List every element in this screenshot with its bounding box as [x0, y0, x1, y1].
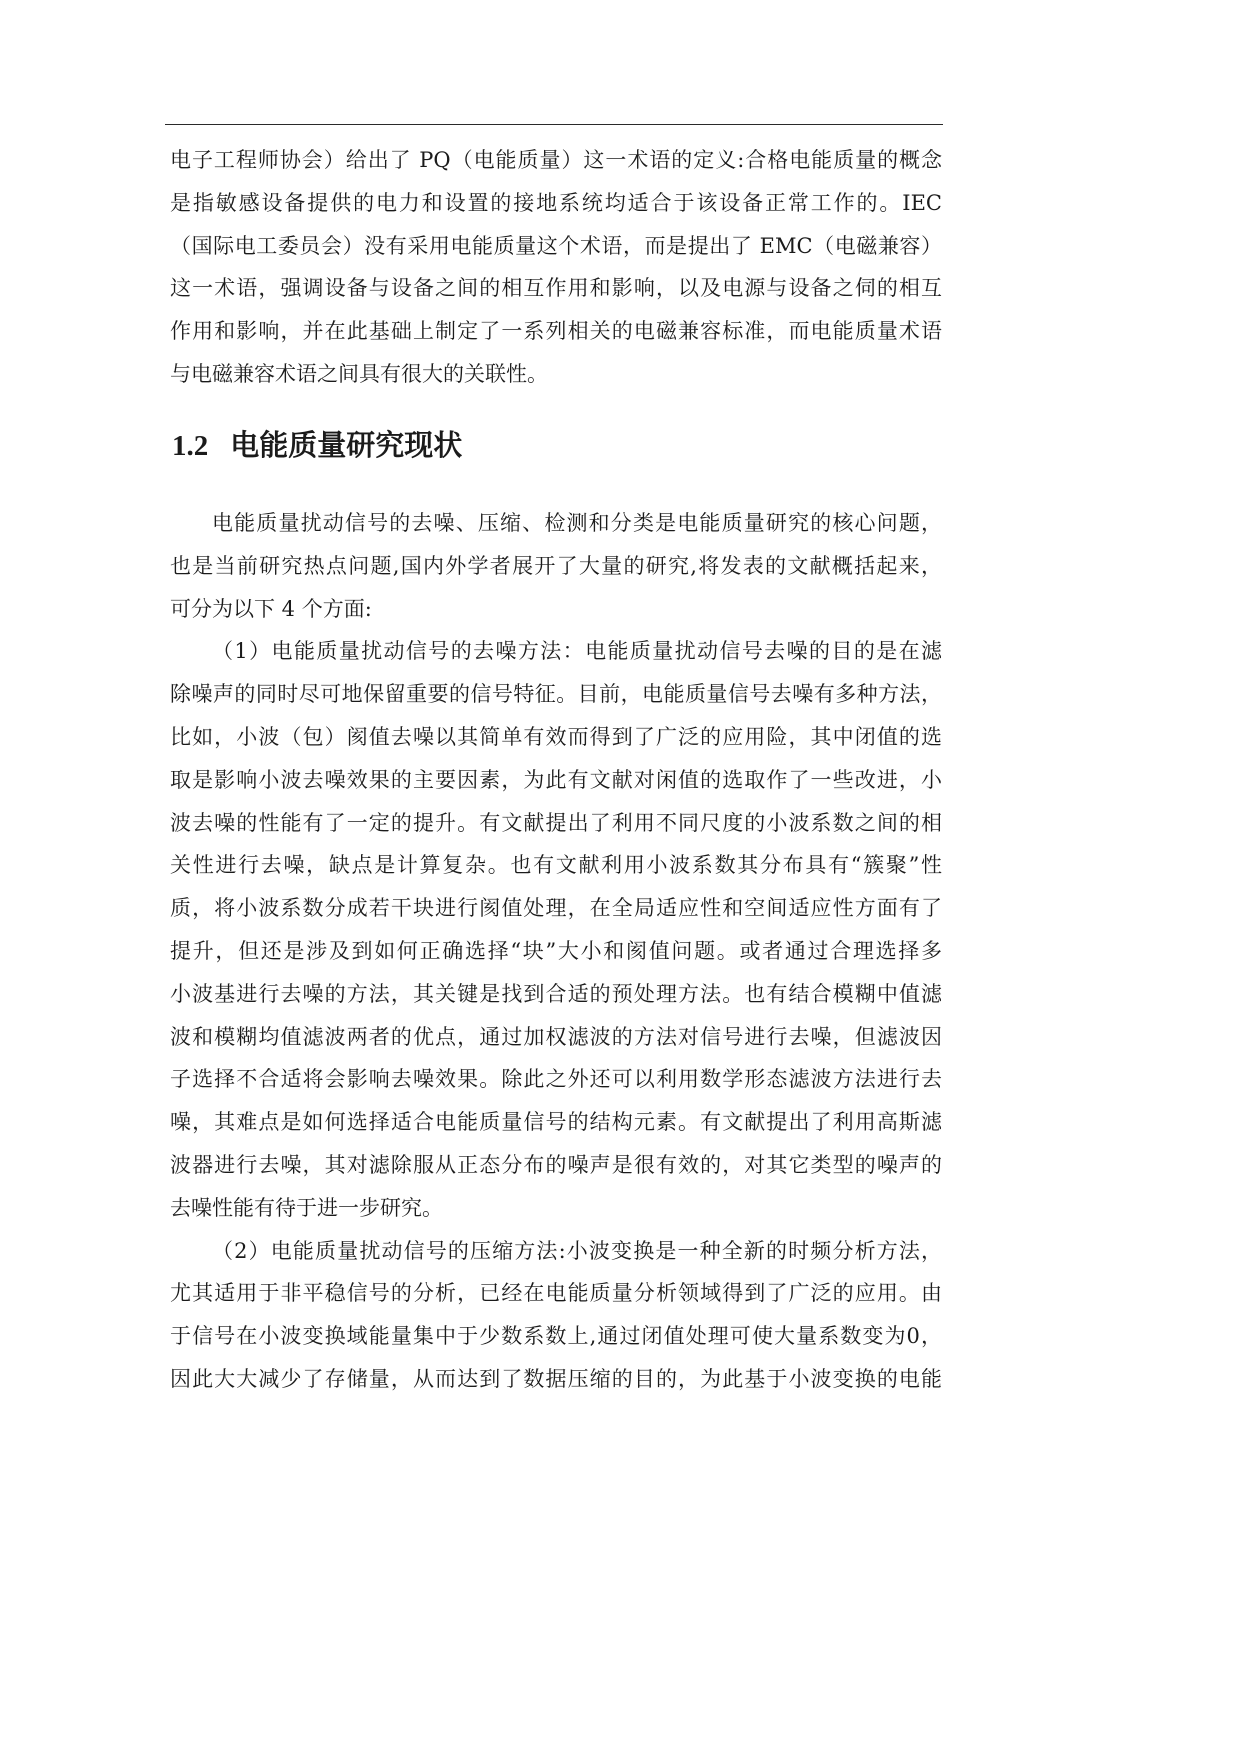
section-title: 电能质量研究现状 [230, 428, 463, 462]
section-body [170, 502, 942, 1401]
paragraph-line: 取是影响小波去噪效果的主要因素，为此有文献对闲值的选取作了一些改进，小 [170, 767, 942, 792]
paragraph-line: 子选择不合适将会影响去噪效果。除此之外还可以利用数学形态滤波方法进行去 [170, 1067, 942, 1092]
paragraph-line: 波器进行去噪，其对滤除服从正态分布的噪声是很有效的，对其它类型的噪声的 [170, 1152, 942, 1177]
paragraph-line: 提升，但还是涉及到如何正确选择“块”大小和阂值问题。或者通过合理选择多 [170, 938, 942, 963]
paragraph-line: 电能质量扰动信号的去噪、压缩、检测和分类是电能质量研究的核心问题， [212, 511, 942, 535]
paragraph-line: 电子工程师协会）给出了 PQ（电能质量）这一术语的定义:合格电能质量的概念 [170, 148, 942, 172]
paragraph-line: 作用和影响，并在此基础上制定了一系列相关的电磁兼容标准，而电能质量术语 [170, 319, 942, 344]
paragraph-line: 波和模糊均值滤波两者的优点，通过加权滤波的方法对信号进行去噪，但滤波因 [170, 1024, 942, 1049]
paragraph-line: 关性进行去噪，缺点是计算复杂。也有文献利用小波系数其分布具有“簇聚”性 [170, 853, 942, 878]
paragraph-line: 噪，其难点是如何选择适合电能质量信号的结构元素。有文献提出了利用高斯滤 [170, 1110, 942, 1135]
paragraph-item-2 [170, 1230, 942, 1401]
paragraph-line: 于信号在小波变换域能量集中于少数系数上,通过闭值处理可使大量系数变为0， [170, 1324, 942, 1349]
section-heading [172, 423, 462, 467]
paragraph-line: （1）电能质量扰动信号的去噪方法：电能质量扰动信号去噪的目的是在滤 [212, 639, 942, 664]
paragraph-line: 也是当前研究热点问题,国内外学者展开了大量的研究,将发表的文献概括起来， [170, 553, 942, 578]
paragraph-line: 比如，小波（包）阂值去噪以其简单有效而得到了广泛的应用险，其中闭值的选 [170, 724, 942, 749]
paragraph-line: 除噪声的同时尽可地保留重要的信号特征。目前，电能质量信号去噪有多种方法， [170, 682, 942, 707]
section-number: 1.2 [172, 430, 209, 462]
paragraph-line: 小波基进行去噪的方法，其关键是找到合适的预处理方法。也有结合模糊中值滤 [170, 981, 942, 1006]
paragraph-line: 去噪性能有待于进一步研究。 [170, 1195, 443, 1220]
paragraph-item-1 [170, 630, 942, 1229]
paragraph-line: 质，将小波系数分成若干块进行阂值处理，在全局适应性和空间适应性方面有了 [170, 896, 942, 921]
paragraph-line: （国际电工委员会）没有采用电能质量这个术语，而是提出了 EMC（电磁兼容） [170, 233, 942, 258]
paragraph-line: 波去噪的性能有了一定的提升。有文献提出了利用不同尺度的小波系数之间的相 [170, 810, 942, 835]
paragraph-line: 这一术语，强调设备与设备之间的相互作用和影响，以及电源与设备之伺的相互 [170, 276, 942, 301]
paragraph-line: 是指敏感设备提供的电力和设置的接地系统均适合于该设备正常工作的。IEC [170, 190, 942, 215]
header-rule [165, 124, 943, 125]
paragraph-intro [170, 502, 942, 630]
paragraph-line: 尤其适用于非平稳信号的分析，已经在电能质量分析领域得到了广泛的应用。由 [170, 1281, 942, 1306]
paragraph-line: 与电磁兼容术语之间具有很大的关联性。 [170, 361, 548, 386]
paragraph-line: 因此大大减少了存储量，从而达到了数据压缩的目的，为此基于小波变换的电能 [170, 1366, 942, 1391]
paragraph-continued [170, 139, 942, 396]
paragraph-line: （2）电能质量扰动信号的压缩方法:小波变换是一种全新的时频分析方法， [212, 1238, 942, 1263]
paragraph-line: 可分为以下 4 个方面: [170, 596, 372, 621]
